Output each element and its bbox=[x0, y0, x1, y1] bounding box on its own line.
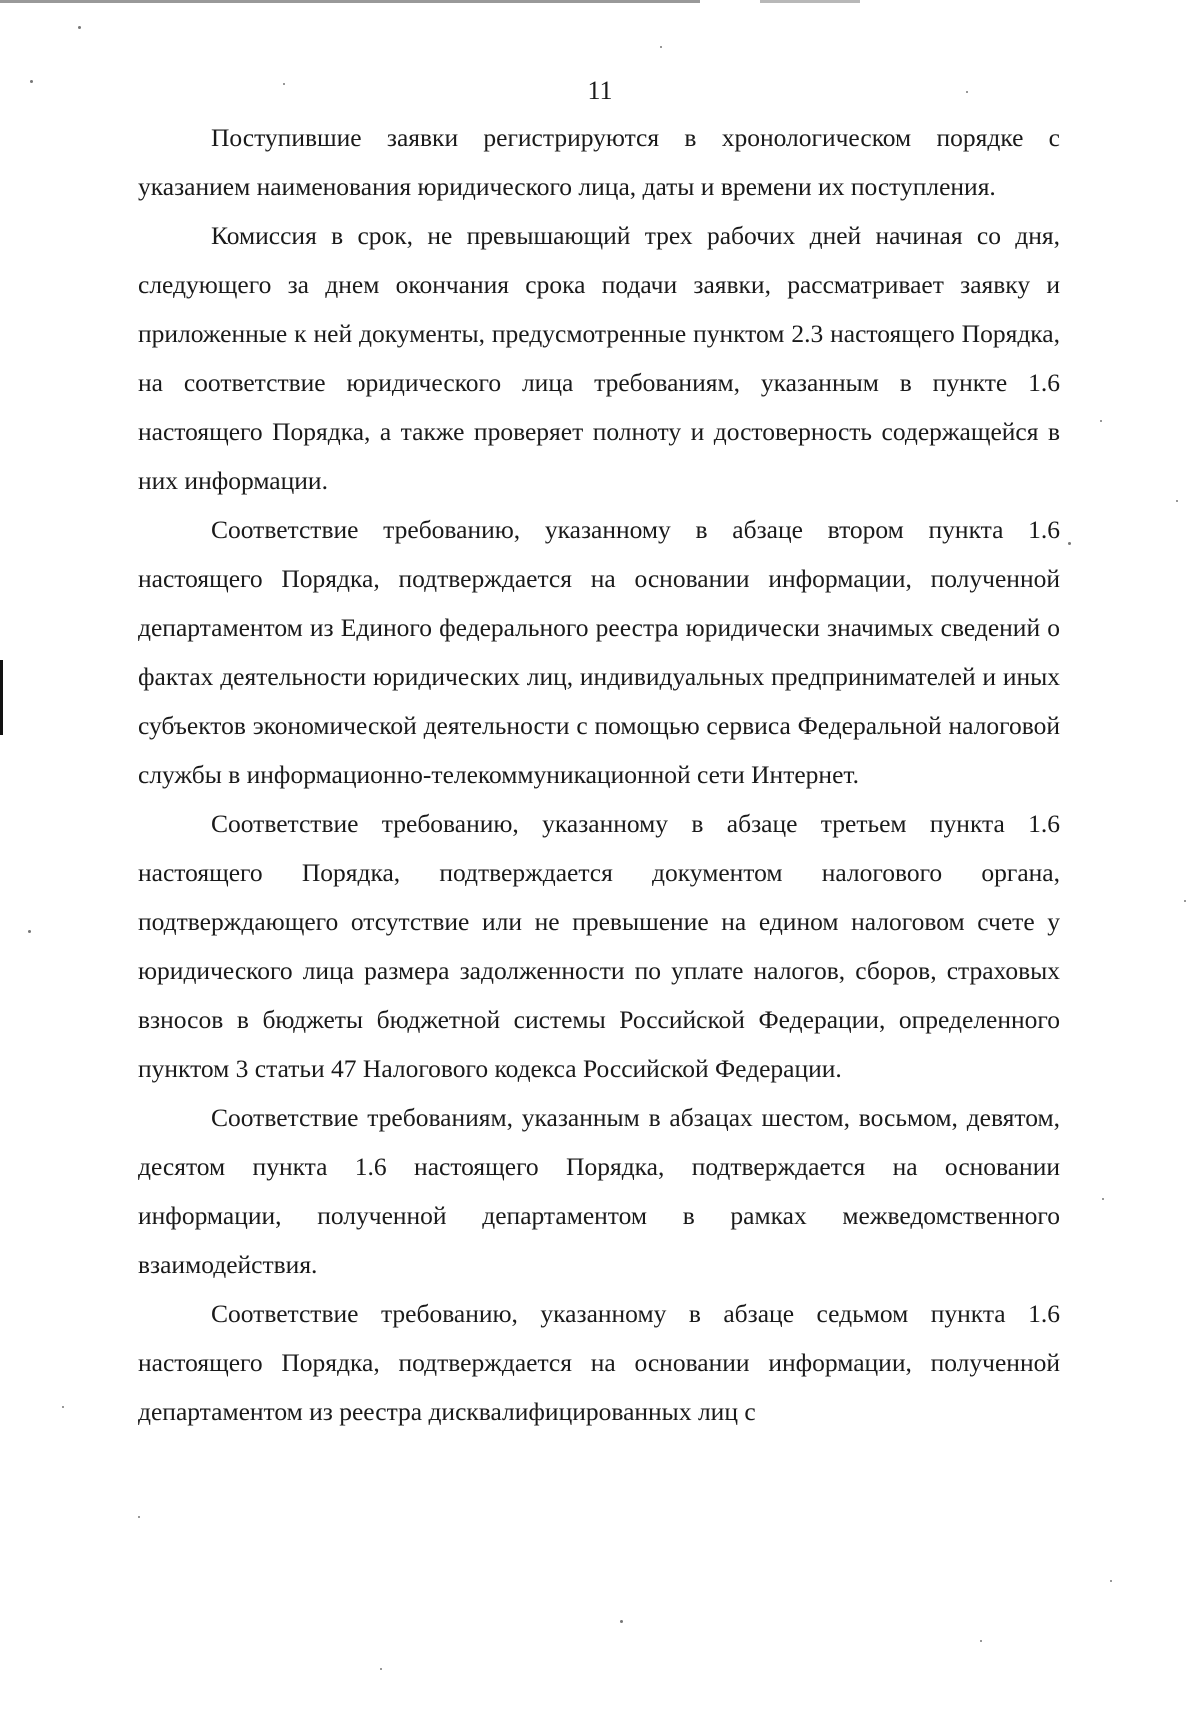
scan-speck bbox=[283, 83, 285, 85]
scan-speck bbox=[1110, 1580, 1112, 1582]
document-body bbox=[138, 113, 1060, 1436]
scan-speck bbox=[28, 930, 31, 933]
scan-edge-left bbox=[0, 660, 3, 735]
scan-speck bbox=[980, 1640, 982, 1642]
scan-speck bbox=[1068, 542, 1071, 545]
scan-speck bbox=[660, 46, 662, 48]
scan-speck bbox=[1102, 1198, 1104, 1200]
scan-speck bbox=[78, 26, 81, 29]
paragraph-6: Соответствие требованию, указанному в абзаце седьмом пункта 1.6 настоящего Порядка, подтверждается на основании информации, полученной департаментом из реестра дисквалифицированных лиц с bbox=[138, 1299, 1060, 1426]
scan-speck bbox=[62, 1406, 64, 1408]
paragraph-3: Соответствие требованию, указанному в абзаце втором пункта 1.6 настоящего Порядка, подтверждается на основании информации, полученной департаментом из Единого федерального реестра юридически значимых сведений о фактах деятельности юридических лиц, индивидуальных предпринимателей и иных субъектов экономической деятельности с помощью сервиса Федеральной налоговой службы в информационно-телекоммуникационной сети Интернет. bbox=[138, 515, 1060, 789]
paragraph-5: Соответствие требованиям, указанным в абзацах шестом, восьмом, девятом, десятом пункта 1.6 настоящего Порядка, подтверждается на основании информации, полученной департаментом в рамках межведомственного взаимодействия. bbox=[138, 1103, 1060, 1279]
scan-speck bbox=[138, 1516, 140, 1518]
paragraph-1: Поступившие заявки регистрируются в хронологическом порядке с указанием наименования юридического лица, даты и времени их поступления. bbox=[138, 123, 1060, 201]
scan-speck bbox=[30, 80, 33, 83]
scan-speck bbox=[1100, 420, 1102, 422]
scan-edge-top bbox=[0, 0, 1200, 3]
scan-speck bbox=[1184, 900, 1186, 902]
scan-speck bbox=[620, 1620, 623, 1623]
scan-speck bbox=[966, 91, 968, 93]
page-number: 11 bbox=[587, 76, 613, 105]
paragraph-4: Соответствие требованию, указанному в абзаце третьем пункта 1.6 настоящего Порядка, подтверждается документом налогового органа, подтверждающего отсутствие или не превышение на едином налоговом счете у юридического лица размера задолженности по уплате налогов, сборов, страховых взносов в бюджеты бюджетной системы Российской Федерации, определенного пунктом 3 статьи 47 Налогового кодекса Российской Федерации. bbox=[138, 809, 1060, 1083]
scan-speck bbox=[380, 1668, 382, 1670]
scan-speck bbox=[1176, 500, 1178, 502]
paragraph-2: Комиссия в срок, не превышающий трех рабочих дней начиная со дня, следующего за днем окончания срока подачи заявки, рассматривает заявку и приложенные к ней документы, предусмотренные пунктом 2.3 настоящего Порядка, на соответствие юридического лица требованиям, указанным в пункте 1.6 настоящего Порядка, а также проверяет полноту и достоверность содержащейся в них информации. bbox=[138, 221, 1060, 495]
